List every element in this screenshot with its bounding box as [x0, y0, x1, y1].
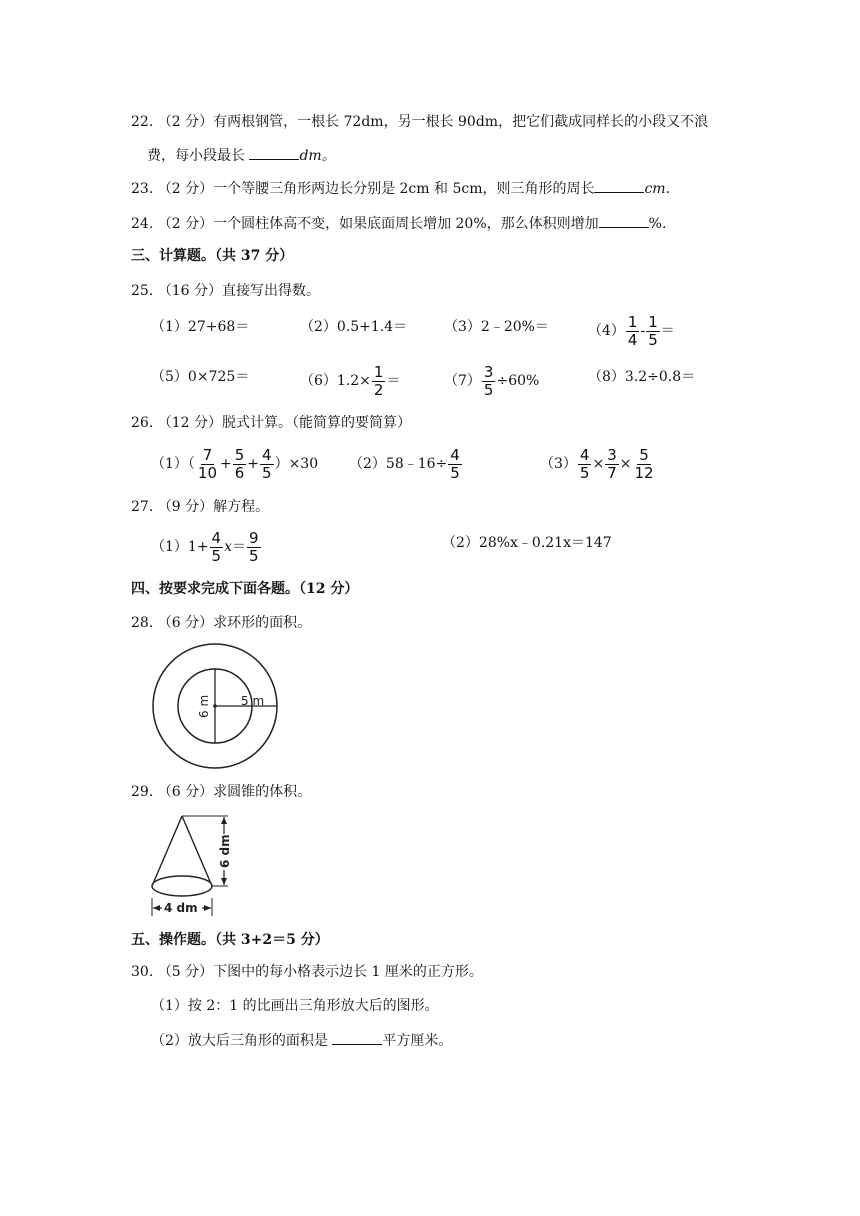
numerator: 4	[450, 445, 460, 464]
denominator: 5	[648, 330, 658, 349]
q26-expr-3	[540, 445, 657, 483]
q25-item-6-label: （6）1.2×	[300, 373, 371, 389]
denominator: 4	[627, 330, 638, 349]
numerator: 5	[234, 445, 245, 464]
q25-item-1: （1）27+68＝	[151, 319, 250, 335]
fraction	[605, 447, 619, 482]
q30-sub-2-text: （2）放大后三角形的面积是	[151, 1033, 333, 1049]
q27-title: 27. （9 分）解方程。	[131, 499, 270, 515]
numerator: 7	[202, 445, 213, 464]
denominator: 5	[579, 463, 590, 482]
section-5-heading: 五、操作题。（共 3+2＝5 分）	[131, 932, 329, 948]
operator-text: ÷60%	[496, 373, 540, 389]
q25-item-4	[588, 312, 675, 350]
denominator: 2	[373, 380, 384, 399]
fraction	[260, 447, 274, 482]
operator: -	[640, 323, 646, 339]
q24-unit: %.	[648, 216, 667, 232]
cone-figure	[148, 812, 242, 918]
fraction	[210, 530, 224, 565]
q25-item-7-label: （7）	[444, 373, 481, 389]
q22-line1: 22. （2 分）有两根钢管，一根长 72dm，另一根长 90dm，把它们截成同样长的小段又不浪	[131, 114, 709, 130]
q25-item-8: （8）3.2÷0.8＝	[588, 369, 696, 385]
height-arrow-down	[221, 878, 227, 885]
numerator: 5	[639, 445, 649, 464]
denominator: 7	[607, 463, 617, 482]
equals: ＝	[386, 373, 401, 389]
cone-base	[152, 876, 212, 896]
denominator: 5	[262, 463, 272, 482]
q30-sub-1: （1）按 2：1 的比画出三角形放大后的图形。	[151, 998, 439, 1014]
numerator: 9	[249, 528, 259, 547]
fraction	[233, 447, 247, 482]
fraction	[626, 314, 640, 349]
q23-answer-blank[interactable]	[594, 178, 644, 193]
fraction	[448, 447, 462, 482]
q22-line2-text: 费，每小段最长	[147, 148, 250, 164]
q26-expr-2	[349, 445, 463, 483]
q26-expr-1-label: （1）（	[151, 456, 195, 472]
q25-item-7	[444, 362, 539, 400]
q26-title: 26. （12 分）脱式计算。（能简算的要简算）	[131, 415, 411, 431]
section-4-heading: 四、按要求完成下面各题。（12 分）	[131, 581, 359, 597]
numerator: 1	[373, 362, 384, 381]
denominator: 6	[234, 463, 245, 482]
numerator: 4	[211, 528, 222, 547]
denominator: 5	[249, 546, 259, 565]
height-label: 6 dm	[218, 834, 232, 868]
q27-eq-2: （2）28%x﹣0.21x＝147	[442, 535, 612, 551]
q26-expr-1-tail: ）×30	[274, 456, 319, 472]
equals: ＝	[232, 539, 246, 555]
operator: ×	[619, 456, 632, 472]
denominator: 5	[450, 463, 460, 482]
fraction	[196, 447, 219, 482]
q22-answer-blank[interactable]	[249, 145, 299, 160]
base-arrow-right	[204, 905, 211, 911]
base-arrow-left	[153, 905, 160, 911]
q28-title: 28. （6 分）求环形的面积。	[131, 615, 312, 631]
numerator: 1	[627, 312, 638, 331]
q27-eq-1	[151, 528, 262, 566]
operator: +	[220, 456, 232, 472]
denominator: 5	[483, 380, 494, 399]
q29-title: 29. （6 分）求圆锥的体积。	[131, 784, 312, 800]
q23-text: 23. （2 分）一个等腰三角形两边长分别是 2cm 和 5cm，则三角形的周长	[131, 181, 595, 197]
equals: ＝	[660, 323, 675, 339]
numerator: 4	[262, 445, 272, 464]
operator: ×	[592, 456, 605, 472]
numerator: 3	[483, 362, 494, 381]
q23-unit: cm.	[644, 181, 671, 197]
denominator: 12	[634, 463, 654, 482]
q27-eq-1-label: （1）1+	[151, 539, 209, 555]
q30-answer-blank[interactable]	[332, 1030, 382, 1045]
q26-expr-2-label: （2）58﹣16÷	[349, 456, 448, 472]
q26-expr-3-label: （3）	[540, 456, 577, 472]
fraction	[578, 447, 592, 482]
numerator: 4	[579, 445, 590, 464]
q25-item-2: （2）0.5+1.4＝	[300, 319, 408, 335]
annulus-figure	[150, 643, 284, 771]
q30-sub-2-unit: 平方厘米。	[382, 1033, 453, 1049]
fraction	[372, 364, 386, 399]
q30-title: 30. （5 分）下图中的每小格表示边长 1 厘米的正方形。	[131, 964, 483, 980]
q23	[131, 178, 670, 199]
operator: +	[247, 456, 260, 472]
fraction	[247, 530, 261, 565]
q24	[131, 213, 666, 234]
q25-item-5: （5）0×725＝	[151, 369, 250, 385]
q25-item-3: （3）2﹣20%＝	[444, 319, 549, 335]
center-point	[213, 704, 217, 708]
outer-radius-label: 5 m	[241, 694, 265, 708]
q24-answer-blank[interactable]	[599, 213, 649, 228]
q24-text: 24. （2 分）一个圆柱体高不变，如果底面周长增加 20%，那么体积则增加	[131, 216, 599, 232]
base-label: 4 dm	[164, 901, 198, 915]
denominator: 5	[211, 546, 222, 565]
denominator: 10	[197, 463, 218, 482]
inner-diameter-label: 6 m	[197, 694, 211, 718]
fraction	[646, 314, 660, 349]
q25-item-4-label: （4）	[588, 323, 625, 339]
q22-unit: dm。	[299, 148, 336, 164]
q30-sub-2	[151, 1030, 452, 1051]
q22-line2	[147, 145, 336, 166]
height-arrow-up	[221, 817, 227, 824]
variable-x: x	[224, 539, 232, 555]
section-3-heading: 三、计算题。（共 37 分）	[131, 248, 294, 264]
fraction	[482, 364, 496, 399]
numerator: 3	[607, 445, 617, 464]
q25-item-6	[300, 362, 400, 400]
q25-title: 25. （16 分）直接写出得数。	[131, 283, 320, 299]
numerator: 1	[648, 312, 658, 331]
fraction	[632, 447, 655, 482]
q26-expr-1	[151, 445, 318, 483]
